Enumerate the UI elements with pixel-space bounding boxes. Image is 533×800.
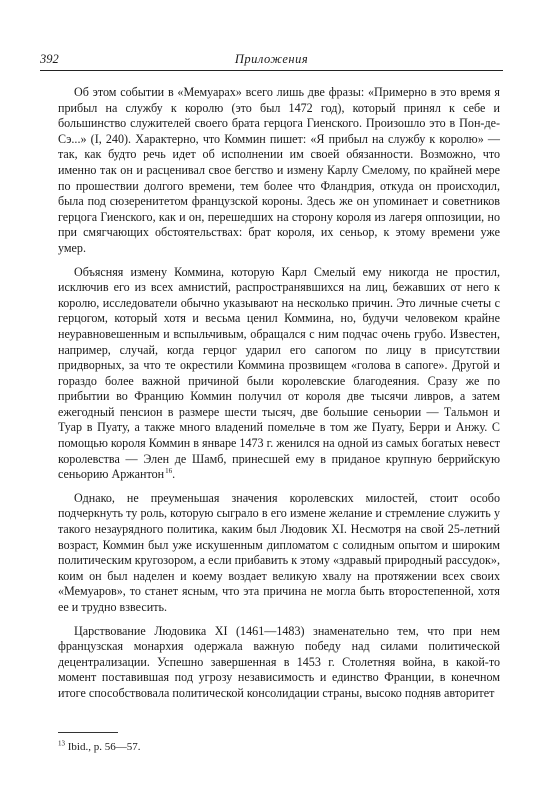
paragraph-3: Однако, не преуменьшая значения королевских милостей, стоит особо подчеркнуть ту роль, которую сыграло в его измене желание и стремление служить у такого незаурядного политика, каким был Людовик XI. Несмотря на свой 25-летний возраст, Коммин был уже искушенным дипломатом с солидным опытом и широким политическим кругозором, а если прибавить к этому «здравый природный рассудок», коим он был наделен и коему воздает великую хвалу на протяжении всех своих «Мемуаров», то станет ясным, что эта причина не могла быть второстепенной, хотя ее и трудно взвесить.: [58, 490, 501, 614]
footnote-reference: 16: [165, 467, 173, 476]
running-title: Приложения: [234, 52, 309, 66]
body-text: [58, 85, 500, 702]
page-header: [40, 50, 503, 70]
paragraph-2: Объясняя измену Коммина, которую Карл Смелый ему никогда не простил, исключив его из всех амнистий, распространявшихся на лиц, бежавших от него к королю, исследователи обычно указывают на несколько причин. Это личные счеты с герцогом, который хотя и весьма ценил Коммина, но, будучи человеком крайне неуравновешенным и вспыльчивым, обращался с ним подчас очень грубо. Известен, например, случай, когда герцог ударил его сапогом по лицу в присутствии придворных, за что те окрестили Коммина прозвищем «голова в сапоге». Другой и гораздо более важной причиной были королевские благодеяния. Сразу же по прибытии во Францию Коммин получил от короля две тысячи ливров, а затем ежегодный пенсион в размере шести тысяч, две большие сеньории — Тальмон и Туар в Пуату, а также много владений помельче в том же Пуату, Берри и Анжу. С помощью короля Коммин в январе 1473 г. женился на одной из самых богатых невест королевства — Элен де Шамб, принесшей ему в приданое крупную беррийскую сеньорию Аржантон $^{16}$.: [58, 264, 500, 482]
header-rule: [40, 70, 503, 71]
paragraph-4: Царствование Людовика XI (1461—1483) знаменательно тем, что при нем французская монархия одержала важную победу над силами политической децентрализации. Успешно завершенная в 1453 г. Столетняя война, в какой-то момент поставившая под угрозу независимость и единство Франции, в конечном итоге способствовала политической консолидации страны, высоко подняв авторитет: [58, 623, 500, 700]
paragraph-2-text: Объясняя измену Коммина, которую Карл Смелый ему никогда не простил, исключив его из всех амнистий, распространявшихся на лиц, бежавших от него к королю, исследователи обычно указывают на несколько причин. Это личные счеты с герцогом, который хотя и весьма ценил Коммина, но, будучи человеком крайне неуравновешенным и вспыльчивым, обращался с ним подчас очень грубо. Известен, например, случай, когда герцог ударил его сапогом по лицу в присутствии придворных, за что те окрестили Коммина прозвищем «голова в сапоге». Другой и гораздо более важной причиной были королевские благодеяния. Сразу же по прибытии во Францию Коммин получил от короля две тысячи ливров, а затем ежегодный пенсион в размере шести тысяч, две большие сеньории — Тальмон и Туар в Пуату, а также много владений помельче в том же Пуату, Берри и Анжу. С помощью короля Коммин в январе 1473 г. женился на одной из самых богатых невест королевства — Элен де Шамб, принесшей ему в приданое крупную беррийскую сеньорию Аржантон: [58, 264, 500, 482]
paragraph-1: Об этом событии в «Мемуарах» всего лишь две фразы: «Примерно в это время я прибыл на службу к королю (это был 1472 год), который принял к себе и большинство служителей своего брата герцога Гиенского. Произошло это в Пон-де-Сэ...» (I, 240). Характерно, что Коммин пишет: «Я прибыл на службу к королю» — так, как будто речь идет об исполнении им своей обязанности. Возможно, что именно так он и расценивал свое бегство и измену Карлу Смелому, по крайней мере по прошествии долгого времени, тем более что Фландрия, откуда он происходил, была под сюзеренитетом французской короны. Здесь же он упоминает и советников герцога Гиенского, как и он, перешедших на сторону короля из лагеря оппозиции, но при смягчающих обстоятельствах: брат короля, их сеньор, к этому времени уже умер.: [58, 85, 500, 255]
footnote: [58, 741, 500, 754]
footnote-number: 13: [58, 739, 65, 748]
footnote-text: Ibid., p. 56—57.: [67, 741, 141, 753]
footnote-rule: [58, 732, 118, 733]
page-number: 392: [40, 52, 59, 66]
